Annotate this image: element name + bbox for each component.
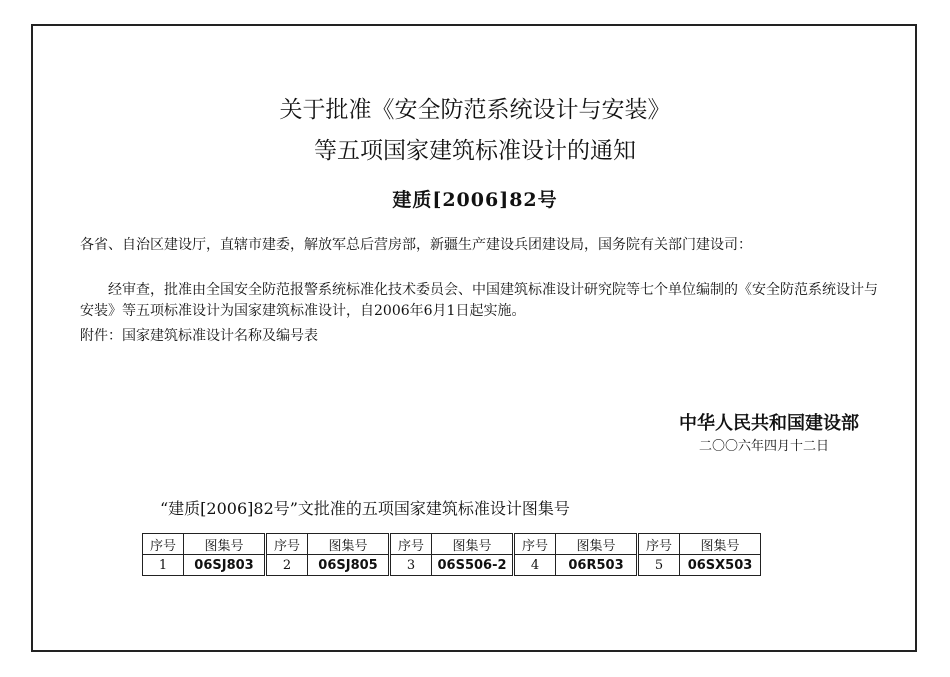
- seq-cell: 2: [266, 555, 308, 576]
- table-header-row: [143, 534, 761, 555]
- notice-title-line-2: 等五项国家建筑标准设计的通知: [314, 138, 636, 164]
- atlas-code-cell: 06SJ803: [184, 555, 266, 576]
- attachment-line: 附件：国家建筑标准设计名称及编号表: [80, 328, 318, 344]
- issue-date: 二〇〇六年四月十二日: [698, 439, 829, 454]
- header-seq: 序号: [266, 534, 308, 555]
- atlas-code-cell: 06S506-2: [432, 555, 514, 576]
- seq-cell: 1: [143, 555, 184, 576]
- header-code: 图集号: [556, 534, 638, 555]
- atlas-code-cell: 06SJ805: [308, 555, 390, 576]
- header-seq: 序号: [514, 534, 556, 555]
- table-data-row: [143, 555, 761, 576]
- notice-title-line-1: 关于批准《安全防范系统设计与安装》: [279, 97, 671, 123]
- seq-cell: 4: [514, 555, 556, 576]
- issuing-organization: 中华人民共和国建设部: [679, 413, 859, 434]
- atlas-code-cell: 06R503: [556, 555, 638, 576]
- header-code: 图集号: [308, 534, 390, 555]
- header-seq: 序号: [390, 534, 432, 555]
- header-seq: 序号: [143, 534, 184, 555]
- seq-cell: 5: [638, 555, 680, 576]
- atlas-number-table: [142, 533, 761, 576]
- seq-cell: 3: [390, 555, 432, 576]
- header-code: 图集号: [680, 534, 761, 555]
- atlas-code-cell: 06SX503: [680, 555, 761, 576]
- main-paragraph: 经审查，批准由全国安全防范报警系统标准化技术委员会、中国建筑标准设计研究院等七个单位编制的《安全防范系统设计与安装》等五项标准设计为国家建筑标准设计，自2006年6月1日起实施。: [80, 282, 878, 319]
- header-seq: 序号: [638, 534, 680, 555]
- document-number: 建质[2006]82号: [392, 189, 558, 211]
- signature-block: [679, 411, 859, 457]
- addressee-paragraph: 各省、自治区建设厅，直辖市建委，解放军总后营房部，新疆生产建设兵团建设局，国务院有关部门建设司：: [80, 237, 752, 253]
- table-caption: “建质[2006]82号”文批准的五项国家建筑标准设计图集号: [160, 499, 570, 518]
- header-code: 图集号: [432, 534, 514, 555]
- header-code: 图集号: [184, 534, 266, 555]
